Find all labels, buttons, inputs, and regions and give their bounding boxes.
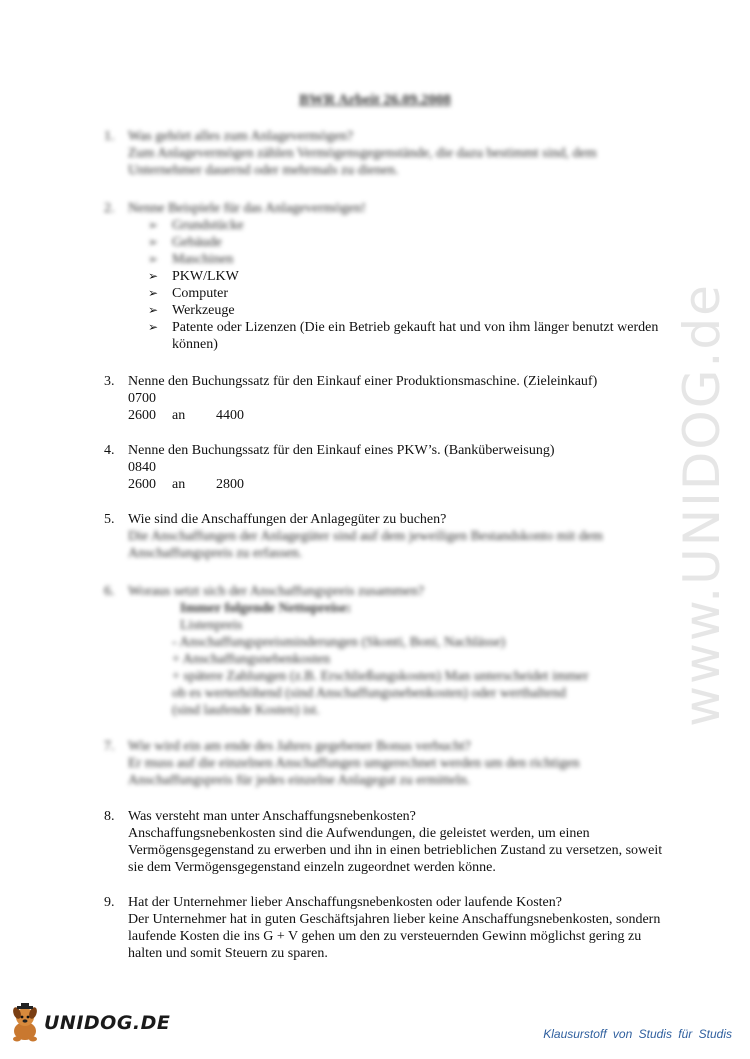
question-number: 1. xyxy=(104,129,115,144)
question-text: Wie wird ein am ende des Jahres gegebener Bonus verbucht? xyxy=(128,739,471,754)
question-number: 8. xyxy=(104,809,115,824)
question-number: 4. xyxy=(104,443,115,458)
list-item: ➢ Computer xyxy=(148,285,664,302)
question-3 xyxy=(104,373,664,424)
logo-text: UNIDOG.DE xyxy=(44,1012,171,1034)
price-line: + Anschaffungsnebenkosten xyxy=(172,652,331,667)
question-number: 3. xyxy=(104,374,115,389)
watermark xyxy=(662,270,742,740)
question-text: Nenne den Buchungssatz für den Einkauf eines PKW’s. (Banküberweisung) xyxy=(128,443,555,458)
question-number: 9. xyxy=(104,895,115,910)
booking-connector: an xyxy=(172,477,186,492)
answer-text: Zum Anlagevermögen zählen Vermögensgegenstände, die dazu bestimmt sind, dem Unternehmer dauernd oder mehrmals zu dienen. xyxy=(128,146,597,178)
list-item: ➢ Werkzeuge xyxy=(148,302,664,319)
question-text: Hat der Unternehmer lieber Anschaffungsnebenkosten oder laufende Kosten? xyxy=(128,895,562,910)
answer-text: Er muss auf die einzelnen Anschaffungen umgerechnet werden um den richtigen Anschaffungspreis für jedes einzelne Anlagegut zu ermitteln. xyxy=(128,756,580,788)
booking-account: 2600 xyxy=(128,477,156,492)
question-text: Nenne Beispiele für das Anlagevermögen! xyxy=(128,201,366,216)
section-heading: Immer folgende Nettopreise: xyxy=(180,601,352,616)
list-item: ➢ Patente oder Lizenzen (Die ein Betrieb gekauft hat und von ihm länger benutzt werden können) xyxy=(148,319,664,353)
answer-text: Der Unternehmer hat in guten Geschäftsjahren lieber keine Anschaffungsnebenkosten, sondern laufende Kosten die ins G + V gehen um den zu versteuernden Gewinn möglichst gering zu halten und somit Steuern zu sparen. xyxy=(128,912,661,961)
booking-account: 4400 xyxy=(216,408,244,423)
booking-debit: 0840 xyxy=(128,460,156,475)
watermark-text: www.UNIDOG.de xyxy=(673,283,732,727)
question-9 xyxy=(104,894,664,962)
question-5 xyxy=(104,511,664,562)
question-2 xyxy=(104,200,664,353)
question-4 xyxy=(104,442,664,493)
unidog-logo xyxy=(8,1003,170,1043)
booking-line xyxy=(128,476,664,493)
example-list xyxy=(128,217,664,353)
booking-connector: an xyxy=(172,408,186,423)
booking-debit: 0700 xyxy=(128,391,156,406)
answer-text: Die Anschaffungen der Anlagegüter sind auf dem jeweiligen Bestandskonto mit dem Anschaffungspreis zu erfassen. xyxy=(128,529,603,561)
document-title: BWR Arbeit 26.09.2008 xyxy=(299,92,451,108)
price-line: Listenpreis xyxy=(180,618,243,633)
list-item: ➢ Maschinen xyxy=(148,251,664,268)
list-item: ➢ Gebäude xyxy=(148,234,664,251)
footer-tagline: Klausurstoff von Studis für Studis xyxy=(543,1027,732,1041)
question-number: 7. xyxy=(104,739,115,754)
question-6 xyxy=(104,583,664,719)
question-7 xyxy=(104,738,664,789)
price-line: - Anschaffungspreisminderungen (Skonti, Boni, Nachlässe) xyxy=(172,635,506,650)
question-number: 6. xyxy=(104,584,115,599)
question-number: 5. xyxy=(104,512,115,527)
booking-line xyxy=(128,407,664,424)
question-text: Was gehört alles zum Anlagevermögen? xyxy=(128,129,354,144)
question-number: 2. xyxy=(104,201,115,216)
booking-account: 2800 xyxy=(216,477,244,492)
question-text: Wie sind die Anschaffungen der Anlagegüter zu buchen? xyxy=(128,512,447,527)
answer-text: Anschaffungsnebenkosten sind die Aufwendungen, die geleistet werden, um einen Vermögensgegenstand zu erwerben und ihn in einen betrieblichen Zustand zu versetzen, soweit sie dem Vermögensgegenstand einzeln zugeordnet werden könne. xyxy=(128,826,663,875)
booking-account: 2600 xyxy=(128,408,156,423)
price-line: + spätere Zahlungen (z.B. Erschließungskosten) Man unterscheidet immer ob es werterhöhend (sind Anschaffungsnebenkosten) oder werthaltend (sind laufende Kosten) ist. xyxy=(172,669,589,718)
question-text: Nenne den Buchungssatz für den Einkauf einer Produktionsmaschine. (Zieleinkauf) xyxy=(128,374,598,389)
question-8 xyxy=(104,808,664,876)
list-item: ➢ PKW/LKW xyxy=(148,268,664,285)
question-1 xyxy=(104,128,664,179)
question-text: Woraus setzt sich der Anschaffungspreis zusammen? xyxy=(128,584,425,599)
dog-mascot-icon xyxy=(8,1003,42,1043)
list-item: ➢ Grundstücke xyxy=(148,217,664,234)
question-text: Was versteht man unter Anschaffungsnebenkosten? xyxy=(128,809,416,824)
